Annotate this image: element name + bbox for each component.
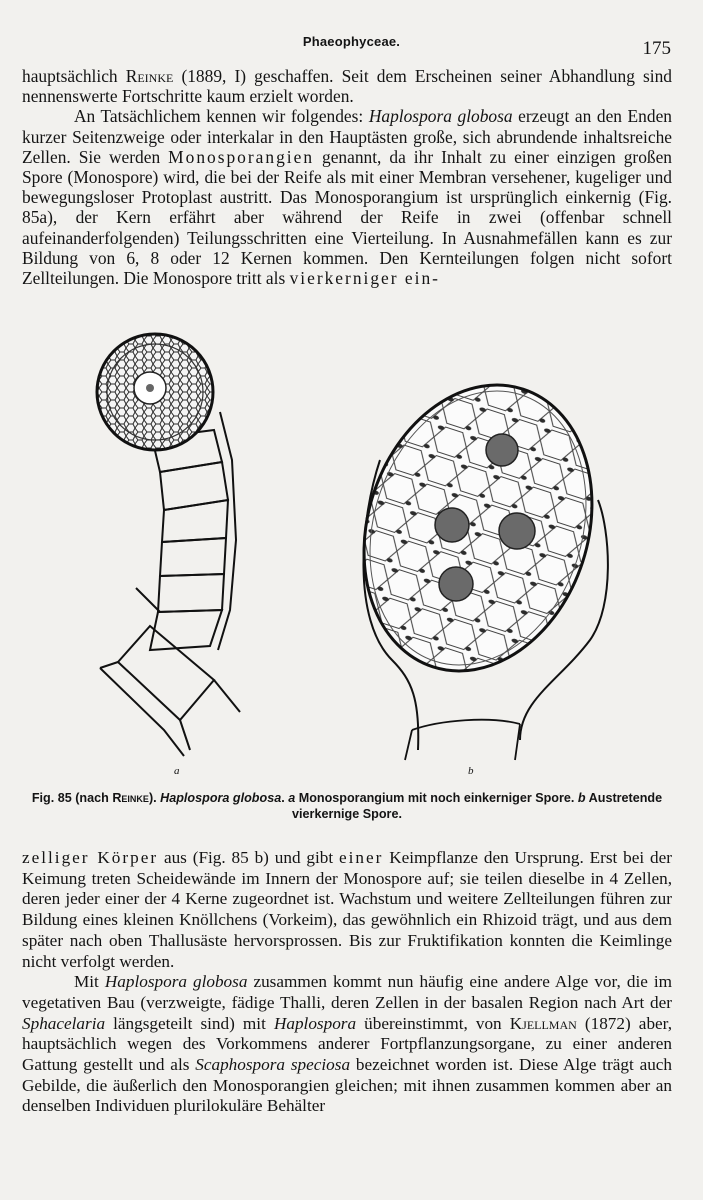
nucleus-b-1: [486, 434, 518, 466]
text-run: (1889, I) geschaffen. Seit dem Erscheinen seiner Abhandlung sind nennenswerte Fortschritte kaum erzielt worden.: [22, 66, 672, 107]
paragraph-2: [22, 106, 672, 288]
text-run: aus (Fig. 85 b) und gibt: [158, 848, 340, 867]
top-text-block: [22, 66, 672, 288]
filament-a: [100, 412, 240, 756]
bottom-text-block: [22, 848, 672, 1117]
spaced-emphasis: einer: [339, 848, 384, 867]
nucleus-b-4: [439, 567, 473, 601]
species-name: Scaphospora speciosa: [195, 1055, 351, 1075]
species-name: Haplospora globosa: [104, 972, 248, 992]
spaced-emphasis: vierkerniger ein-: [289, 268, 440, 289]
caption-text: Austretende vierkernige Spore.: [292, 791, 663, 821]
spaced-emphasis: zelliger Körper: [22, 848, 159, 867]
text-run: (1872) aber, hauptsächlich wegen des Vorkommens anderer Fortpflanzungsorgane, zu einer anderen Gattung gestellt und als: [22, 1013, 672, 1075]
nucleus-b-3: [499, 513, 535, 549]
nucleus-b-2: [435, 508, 469, 542]
stalk-cell: [405, 724, 520, 760]
figure-label-b: b: [468, 765, 474, 777]
genus-name: Sphacelaria: [22, 1013, 106, 1033]
caption-text: Monosporangium mit noch einkerniger Spore.: [295, 791, 578, 805]
figure-b-drawing: [328, 355, 627, 760]
text-run: genannt, da ihr Inhalt zu einer einzigen großen Spore (Monospore) wird, die bei der Reife als mit einer Membran versehener, kugeliger und bewegungsloser Protoplast austritt. Das Monosporangium ist ursprünglich einkernig (Fig. 85a), der Kern erfährt aber während der Reife in zwei (offenbar schnell aufeinanderfolgenden) Teilungsschritten eine Vierteilung. In Ausnahmefällen kann es zur Bildung von 6, 8 oder 12 Kernen kommen. Den Kernteilungen folgen nicht sofort Zellteilungen. Die Monospore tritt als: [22, 146, 673, 289]
text-run: bezeichnet worden ist. Diese Alge trägt auch Gebilde, die äußerlich den Monosporangien gleichen; mit ihnen zusammen kommen aber an denselben Individuen plurilokuläre Behälter: [22, 1055, 673, 1116]
figure-illustration: [0, 320, 703, 790]
term-monosporangien: Monosporangien: [168, 146, 315, 167]
caption-letter-b: b: [577, 791, 586, 805]
text-run: zusammen kommt nun häufig eine andere Alge vor, die im vegetativen Bau (verzweigte, fädige Thalli, deren Zellen in der basalen Region nach Art der: [22, 972, 673, 1012]
paragraph-1: [22, 66, 672, 106]
text-run: Keimpflanze den Ursprung. Erst bei der Keimung treten Scheidewände im Innern der Monospore auf; sie teilen dieselbe in 4 Zellen, deren jeder einer der 4 Kerne zugeordnet ist. Wachstum und weitere Zellteilungen führen zur Bildung eines kleinen Knöllchens (Vorkeim), das gewöhnlich ein Rhizoid trägt, und aus dem später nach oben Thallusäste hervorsprossen. Bis zur Fruktifikation konnten die Keimlinge nicht verfolgt werden.: [22, 848, 672, 971]
text-run: längsgeteilt sind) mit: [105, 1013, 274, 1033]
genus-name: Haplospora: [273, 1013, 357, 1033]
caption-text: ).: [148, 791, 161, 805]
text-run: An Tatsächlichem kennen wir folgendes:: [74, 106, 369, 127]
caption-letter-a: a: [288, 791, 296, 805]
author-name: Kjellman: [509, 1013, 577, 1033]
text-run: Mit: [74, 972, 105, 992]
species-name: Haplospora globosa: [368, 106, 513, 127]
paragraph-3: [22, 848, 672, 972]
figure-label-a: a: [174, 765, 180, 777]
basal-septum: [412, 720, 520, 730]
caption-text: Fig. 85 (nach: [31, 791, 113, 805]
author-name: Reinke: [125, 66, 174, 86]
figure-85: [0, 320, 703, 790]
paragraph-4: [22, 972, 672, 1117]
text-run: erzeugt an den Enden kurzer Seitenzweige oder interkalar in den Hauptästen große, sich abrundende inhaltsreiche Zellen. Sie werden: [22, 106, 672, 167]
running-head: Phaeophyceae.: [302, 34, 401, 49]
nucleolus-a: [146, 384, 154, 392]
text-run: hauptsächlich: [22, 66, 126, 86]
page-number: 175: [642, 38, 671, 59]
figure-a-drawing: [97, 334, 240, 756]
caption-species: Haplospora globosa: [160, 791, 282, 805]
figure-caption: [22, 790, 672, 822]
caption-text: .: [281, 791, 289, 805]
caption-author: Reinke: [112, 791, 149, 805]
text-run: übereinstimmt, von: [356, 1013, 510, 1033]
